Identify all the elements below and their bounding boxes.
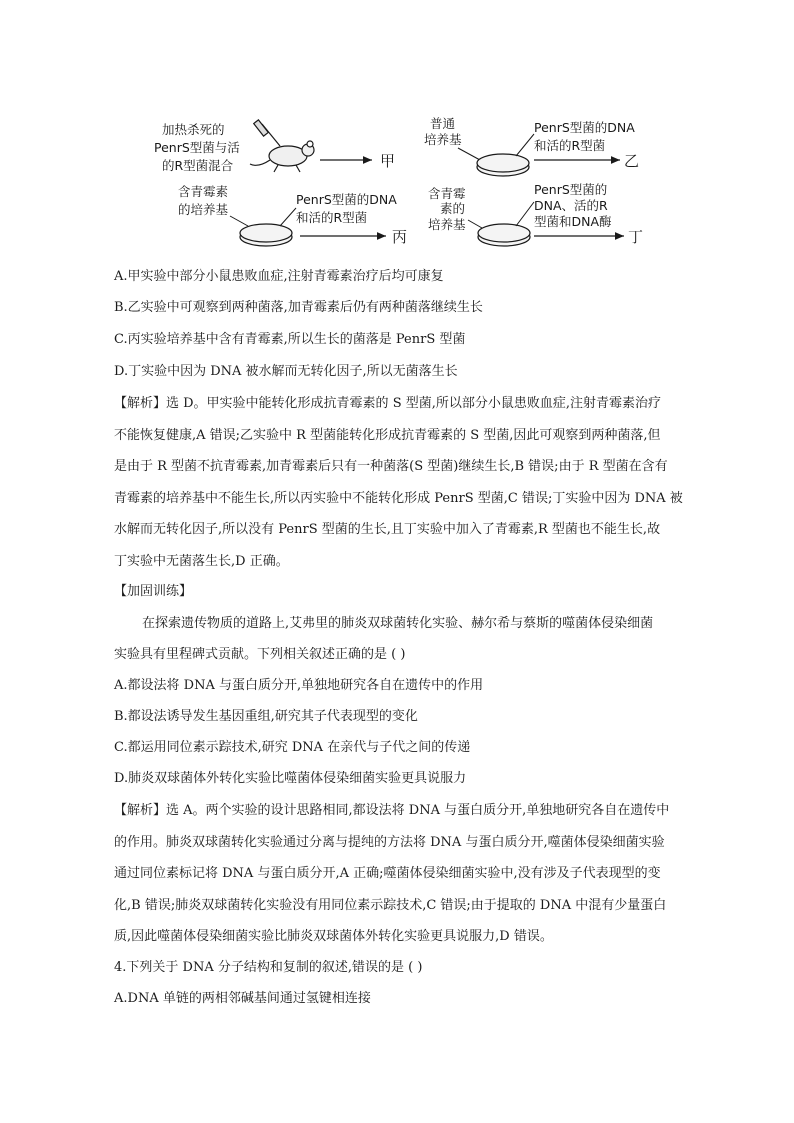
option-a-line: A.都设法将 DNA 与蛋白质分开,单独地研究各自在遗传中的作用 <box>114 678 484 693</box>
analysis-line: 不能恢复健康,A 错误;乙实验中 R 型菌能转化形成抗青霉素的 S 型菌,因此可观察到两种菌落,但 <box>114 428 661 443</box>
yi-add-line-2: 和活的R型菌 <box>534 138 606 153</box>
petri-dish-icon <box>240 224 292 246</box>
ding-medium-line-1: 含青霉 <box>428 186 466 201</box>
result-bing: 丙 <box>392 228 408 246</box>
result-yi: 乙 <box>624 152 640 170</box>
yi-medium-line-2: 培养基 <box>424 132 462 147</box>
option-b-line: B.乙实验中可观察到两种菌落,加青霉素后仍有两种菌落继续生长 <box>114 300 483 315</box>
analysis-line: 通过同位素标记将 DNA 与蛋白质分开,A 正确;噬菌体侵染细菌实验中,没有涉及子代表现型的变 <box>114 866 661 881</box>
option-c-line: C.丙实验培养基中含有青霉素,所以生长的菌落是 PenrS 型菌 <box>114 332 466 347</box>
section-heading: 【加固训练】 <box>114 584 193 599</box>
ding-medium-line-2: 素的 <box>440 201 466 216</box>
petri-dish-icon <box>477 154 529 176</box>
jia-label-line-2: PenrS型菌与活 <box>154 140 240 155</box>
mouse-syringe-icon <box>250 120 314 172</box>
analysis-line: 是由于 R 型菌不抗青霉素,加青霉素后只有一种菌落(S 型菌)继续生长,B 错误;由于 R 型菌在含有 <box>114 459 668 474</box>
option-b-line: B.都设法诱导发生基因重组,研究其子代表现型的变化 <box>114 709 418 724</box>
bing-medium-line-2: 的培养基 <box>178 202 229 217</box>
bing-medium-line-1: 含青霉素 <box>178 184 229 199</box>
analysis-line: 【解析】选 D。甲实验中能转化形成抗青霉素的 S 型菌,所以部分小鼠患败血症,注射青霉素治疗 <box>114 396 661 411</box>
analysis-line: 水解而无转化因子,所以没有 PenrS 型菌的生长,且丁实验中加入了青霉素,R 型菌也不能生长,故 <box>114 522 661 537</box>
question-4-stem: 4.下列关于 DNA 分子结构和复制的叙述,错误的是 ( ) <box>114 960 423 975</box>
petri-dish-icon <box>478 224 530 246</box>
analysis-line: 的作用。肺炎双球菌转化实验通过分离与提纯的方法将 DNA 与蛋白质分开,噬菌体侵染细菌实验 <box>114 835 665 850</box>
experiment-ding <box>428 182 643 246</box>
yi-add-line-1: PenrS型菌的DNA <box>534 120 635 135</box>
experiment-yi <box>424 116 639 176</box>
option-a-line: A.DNA 单链的两相邻碱基间通过氢键相连接 <box>114 991 371 1006</box>
ding-add-line-1: PenrS型菌的 <box>534 182 608 197</box>
analysis-line: 【解析】选 A。两个实验的设计思路相同,都设法将 DNA 与蛋白质分开,单独地研究各自在遗传中 <box>114 803 670 818</box>
jia-label-line-1: 加热杀死的 <box>162 122 225 137</box>
bing-add-line-1: PenrS型菌的DNA <box>296 192 397 207</box>
option-a-line: A.甲实验中部分小鼠患败血症,注射青霉素治疗后均可康复 <box>114 269 444 284</box>
jia-label-line-3: 的R型菌混合 <box>162 158 234 173</box>
option-c-line: C.都运用同位素示踪技术,研究 DNA 在亲代与子代之间的传递 <box>114 740 471 755</box>
yi-medium-line-1: 普通 <box>430 116 456 131</box>
option-d-line: D.肺炎双球菌体外转化实验比噬菌体侵染细菌实验更具说服力 <box>114 771 467 786</box>
analysis-line: 质,因此噬菌体侵染细菌实验比肺炎双球菌体外转化实验更具说服力,D 错误。 <box>114 929 553 944</box>
ding-medium-line-3: 培养基 <box>428 217 466 232</box>
experiment-diagram <box>150 112 670 262</box>
ding-add-line-3: 型菌和DNA酶 <box>534 214 612 229</box>
ding-add-line-2: DNA、活的R <box>534 198 608 213</box>
question-stem-line: 在探索遗传物质的道路上,艾弗里的肺炎双球菌转化实验、赫尔希与蔡斯的噬菌体侵染细菌 <box>142 616 654 631</box>
bing-add-line-2: 和活的R型菌 <box>296 210 368 225</box>
experiment-bing <box>178 184 407 246</box>
question-stem-line: 实验具有里程碑式贡献。下列相关叙述正确的是 ( ) <box>114 647 406 662</box>
analysis-line: 青霉素的培养基中不能生长,所以丙实验中不能转化形成 PenrS 型菌,C 错误;丁实验中因为 DNA 被 <box>114 491 683 506</box>
result-jia: 甲 <box>380 152 396 170</box>
experiment-jia <box>154 120 395 173</box>
analysis-line: 丁实验中无菌落生长,D 正确。 <box>114 554 289 569</box>
result-ding: 丁 <box>628 228 644 246</box>
option-d-line: D.丁实验中因为 DNA 被水解而无转化因子,所以无菌落生长 <box>114 364 458 379</box>
analysis-line: 化,B 错误;肺炎双球菌转化实验没有用同位素示踪技术,C 错误;由于提取的 DNA 中混有少量蛋白 <box>114 898 667 913</box>
